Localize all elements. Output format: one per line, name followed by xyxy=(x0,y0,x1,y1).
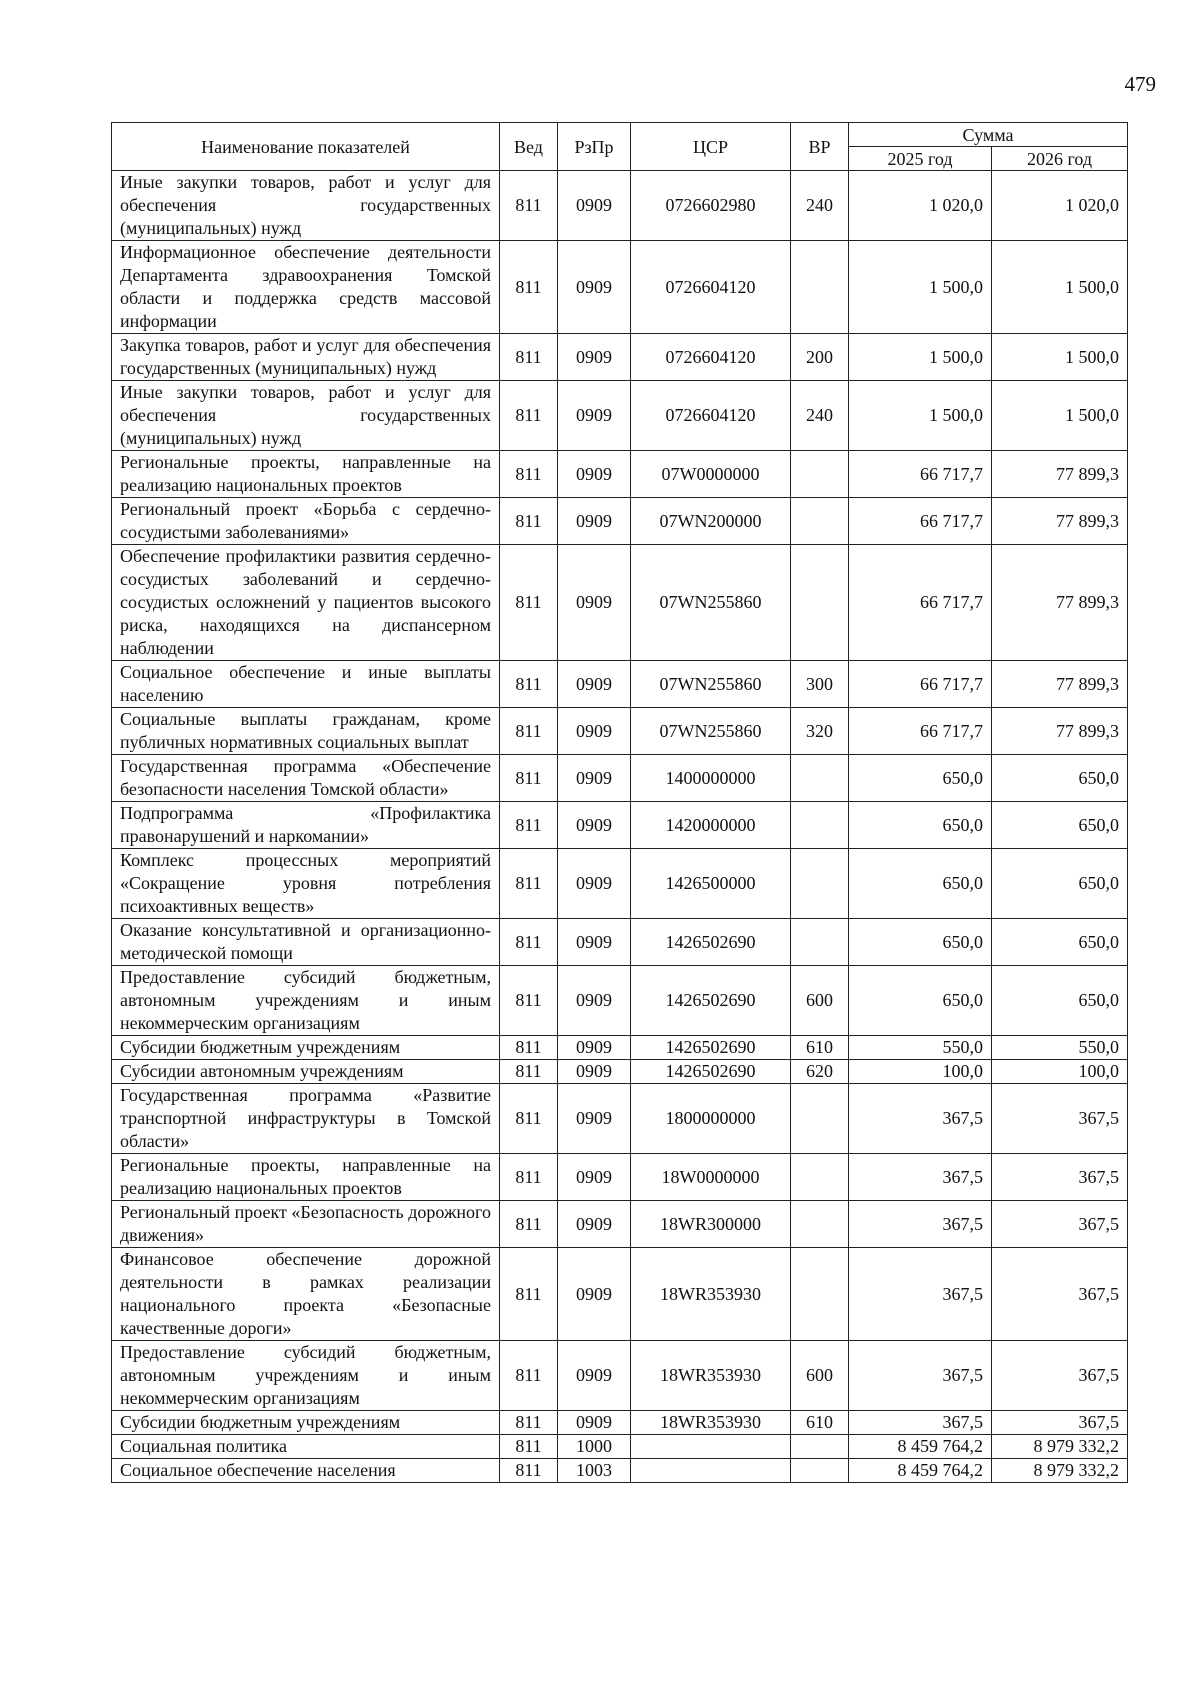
cell-vr: 610 xyxy=(791,1036,849,1060)
cell-csr: 07WN255860 xyxy=(631,545,791,661)
table-row xyxy=(112,966,1128,1036)
cell-ved: 811 xyxy=(500,334,558,381)
cell-ved: 811 xyxy=(500,755,558,802)
cell-ved: 811 xyxy=(500,545,558,661)
table-row xyxy=(112,708,1128,755)
cell-ved: 811 xyxy=(500,1435,558,1459)
cell-name: Обеспечение профилактики развития сердечно-сосудистых заболеваний и сердечно-сосудистых осложнений у пациентов высокого риска, находящихся на диспансерном наблюдении xyxy=(112,545,500,661)
cell-name: Социальные выплаты гражданам, кроме публичных нормативных социальных выплат xyxy=(112,708,500,755)
cell-sum-2025: 8 459 764,2 xyxy=(849,1459,992,1483)
cell-name: Иные закупки товаров, работ и услуг для обеспечения государственных (муниципальных) нужд xyxy=(112,381,500,451)
cell-rzpr: 0909 xyxy=(558,1060,631,1084)
cell-ved: 811 xyxy=(500,1459,558,1483)
cell-ved: 811 xyxy=(500,498,558,545)
cell-rzpr: 1000 xyxy=(558,1435,631,1459)
cell-sum-2026: 77 899,3 xyxy=(992,451,1128,498)
cell-csr xyxy=(631,1459,791,1483)
cell-ved: 811 xyxy=(500,1060,558,1084)
cell-sum-2026: 367,5 xyxy=(992,1201,1128,1248)
cell-ved: 811 xyxy=(500,966,558,1036)
header-name: Наименование показателей xyxy=(112,123,500,171)
cell-sum-2026: 550,0 xyxy=(992,1036,1128,1060)
table-row xyxy=(112,1341,1128,1411)
cell-sum-2026: 100,0 xyxy=(992,1060,1128,1084)
cell-sum-2025: 367,5 xyxy=(849,1341,992,1411)
table-row xyxy=(112,451,1128,498)
cell-name: Комплекс процессных мероприятий «Сокращение уровня потребления психоактивных веществ» xyxy=(112,849,500,919)
cell-sum-2026: 8 979 332,2 xyxy=(992,1435,1128,1459)
cell-rzpr: 0909 xyxy=(558,849,631,919)
cell-vr: 320 xyxy=(791,708,849,755)
cell-sum-2025: 8 459 764,2 xyxy=(849,1435,992,1459)
cell-vr: 200 xyxy=(791,334,849,381)
table-row xyxy=(112,241,1128,334)
cell-sum-2026: 650,0 xyxy=(992,919,1128,966)
cell-csr: 1426500000 xyxy=(631,849,791,919)
cell-vr: 240 xyxy=(791,381,849,451)
cell-vr xyxy=(791,545,849,661)
cell-csr: 0726604120 xyxy=(631,381,791,451)
cell-vr xyxy=(791,802,849,849)
cell-rzpr: 1003 xyxy=(558,1459,631,1483)
cell-name: Субсидии бюджетным учреждениям xyxy=(112,1036,500,1060)
cell-ved: 811 xyxy=(500,1154,558,1201)
cell-csr: 1426502690 xyxy=(631,966,791,1036)
table-row xyxy=(112,171,1128,241)
cell-csr: 1426502690 xyxy=(631,919,791,966)
cell-csr: 0726602980 xyxy=(631,171,791,241)
cell-vr xyxy=(791,1459,849,1483)
cell-csr: 1400000000 xyxy=(631,755,791,802)
page-number: 479 xyxy=(1124,72,1156,96)
cell-csr: 18WR300000 xyxy=(631,1201,791,1248)
cell-name: Региональные проекты, направленные на реализацию национальных проектов xyxy=(112,1154,500,1201)
header-csr: ЦСР xyxy=(631,123,791,171)
cell-vr: 600 xyxy=(791,966,849,1036)
cell-sum-2025: 66 717,7 xyxy=(849,498,992,545)
table-row xyxy=(112,545,1128,661)
cell-csr: 1426502690 xyxy=(631,1060,791,1084)
cell-sum-2026: 650,0 xyxy=(992,755,1128,802)
cell-name: Подпрограмма «Профилактика правонарушений и наркомании» xyxy=(112,802,500,849)
cell-ved: 811 xyxy=(500,381,558,451)
cell-csr xyxy=(631,1435,791,1459)
cell-vr xyxy=(791,1201,849,1248)
cell-vr xyxy=(791,849,849,919)
cell-rzpr: 0909 xyxy=(558,708,631,755)
cell-name: Иные закупки товаров, работ и услуг для обеспечения государственных (муниципальных) нужд xyxy=(112,171,500,241)
cell-ved: 811 xyxy=(500,1084,558,1154)
cell-ved: 811 xyxy=(500,708,558,755)
cell-ved: 811 xyxy=(500,661,558,708)
cell-ved: 811 xyxy=(500,802,558,849)
cell-csr: 07WN200000 xyxy=(631,498,791,545)
cell-vr xyxy=(791,498,849,545)
cell-sum-2025: 1 500,0 xyxy=(849,241,992,334)
cell-sum-2025: 1 500,0 xyxy=(849,381,992,451)
cell-csr: 07WN255860 xyxy=(631,661,791,708)
cell-rzpr: 0909 xyxy=(558,334,631,381)
cell-rzpr: 0909 xyxy=(558,1248,631,1341)
cell-csr: 18W0000000 xyxy=(631,1154,791,1201)
cell-name: Региональный проект «Безопасность дорожного движения» xyxy=(112,1201,500,1248)
cell-rzpr: 0909 xyxy=(558,451,631,498)
cell-rzpr: 0909 xyxy=(558,1201,631,1248)
cell-ved: 811 xyxy=(500,241,558,334)
table-header xyxy=(112,123,1128,171)
cell-vr xyxy=(791,241,849,334)
cell-sum-2025: 367,5 xyxy=(849,1411,992,1435)
cell-csr: 1420000000 xyxy=(631,802,791,849)
cell-name: Оказание консультативной и организационно-методической помощи xyxy=(112,919,500,966)
cell-sum-2026: 77 899,3 xyxy=(992,708,1128,755)
cell-ved: 811 xyxy=(500,1341,558,1411)
cell-name: Субсидии автономным учреждениям xyxy=(112,1060,500,1084)
cell-sum-2026: 77 899,3 xyxy=(992,545,1128,661)
cell-rzpr: 0909 xyxy=(558,498,631,545)
header-vr: ВР xyxy=(791,123,849,171)
cell-sum-2025: 100,0 xyxy=(849,1060,992,1084)
table-row xyxy=(112,1459,1128,1483)
cell-vr xyxy=(791,755,849,802)
cell-sum-2026: 1 500,0 xyxy=(992,381,1128,451)
cell-name: Предоставление субсидий бюджетным, автономным учреждениям и иным некоммерческим организациям xyxy=(112,966,500,1036)
cell-rzpr: 0909 xyxy=(558,919,631,966)
cell-sum-2026: 367,5 xyxy=(992,1341,1128,1411)
cell-name: Региональные проекты, направленные на реализацию национальных проектов xyxy=(112,451,500,498)
table-row xyxy=(112,1154,1128,1201)
cell-sum-2025: 650,0 xyxy=(849,966,992,1036)
cell-sum-2025: 1 500,0 xyxy=(849,334,992,381)
cell-sum-2026: 8 979 332,2 xyxy=(992,1459,1128,1483)
cell-sum-2025: 367,5 xyxy=(849,1084,992,1154)
cell-sum-2025: 367,5 xyxy=(849,1248,992,1341)
cell-sum-2026: 77 899,3 xyxy=(992,498,1128,545)
cell-vr xyxy=(791,1248,849,1341)
cell-sum-2026: 77 899,3 xyxy=(992,661,1128,708)
table-row xyxy=(112,1248,1128,1341)
cell-sum-2025: 66 717,7 xyxy=(849,661,992,708)
cell-ved: 811 xyxy=(500,1201,558,1248)
cell-vr xyxy=(791,1435,849,1459)
cell-csr: 18WR353930 xyxy=(631,1411,791,1435)
header-ved: Вед xyxy=(500,123,558,171)
cell-sum-2025: 367,5 xyxy=(849,1201,992,1248)
cell-csr: 07WN255860 xyxy=(631,708,791,755)
cell-rzpr: 0909 xyxy=(558,802,631,849)
cell-sum-2025: 66 717,7 xyxy=(849,545,992,661)
cell-sum-2026: 367,5 xyxy=(992,1248,1128,1341)
cell-csr: 1426502690 xyxy=(631,1036,791,1060)
table-body xyxy=(112,171,1128,1483)
cell-sum-2025: 650,0 xyxy=(849,849,992,919)
cell-rzpr: 0909 xyxy=(558,661,631,708)
cell-vr xyxy=(791,1084,849,1154)
cell-sum-2025: 66 717,7 xyxy=(849,451,992,498)
cell-vr: 610 xyxy=(791,1411,849,1435)
cell-name: Закупка товаров, работ и услуг для обеспечения государственных (муниципальных) нужд xyxy=(112,334,500,381)
cell-sum-2025: 650,0 xyxy=(849,755,992,802)
cell-name: Государственная программа «Обеспечение безопасности населения Томской области» xyxy=(112,755,500,802)
cell-sum-2025: 650,0 xyxy=(849,919,992,966)
cell-sum-2026: 1 500,0 xyxy=(992,334,1128,381)
table-row xyxy=(112,755,1128,802)
cell-name: Социальная политика xyxy=(112,1435,500,1459)
cell-vr: 240 xyxy=(791,171,849,241)
cell-vr xyxy=(791,1154,849,1201)
cell-sum-2025: 66 717,7 xyxy=(849,708,992,755)
cell-ved: 811 xyxy=(500,1036,558,1060)
cell-vr xyxy=(791,919,849,966)
cell-csr: 18WR353930 xyxy=(631,1341,791,1411)
cell-name: Социальное обеспечение населения xyxy=(112,1459,500,1483)
table-row xyxy=(112,1060,1128,1084)
table-row xyxy=(112,1411,1128,1435)
cell-sum-2026: 367,5 xyxy=(992,1411,1128,1435)
cell-sum-2025: 550,0 xyxy=(849,1036,992,1060)
table-row xyxy=(112,1435,1128,1459)
table-row xyxy=(112,661,1128,708)
cell-rzpr: 0909 xyxy=(558,966,631,1036)
header-rzpr: РзПр xyxy=(558,123,631,171)
cell-sum-2026: 650,0 xyxy=(992,966,1128,1036)
cell-csr: 07W0000000 xyxy=(631,451,791,498)
cell-name: Субсидии бюджетным учреждениям xyxy=(112,1411,500,1435)
cell-sum-2026: 650,0 xyxy=(992,802,1128,849)
cell-sum-2026: 650,0 xyxy=(992,849,1128,919)
cell-sum-2025: 650,0 xyxy=(849,802,992,849)
header-sum: Сумма xyxy=(849,123,1128,147)
header-2025: 2025 год xyxy=(849,147,992,171)
cell-name: Региональный проект «Борьба с сердечно-сосудистыми заболеваниями» xyxy=(112,498,500,545)
cell-rzpr: 0909 xyxy=(558,1411,631,1435)
cell-vr: 620 xyxy=(791,1060,849,1084)
cell-ved: 811 xyxy=(500,1411,558,1435)
cell-name: Государственная программа «Развитие транспортной инфраструктуры в Томской области» xyxy=(112,1084,500,1154)
table-row xyxy=(112,1036,1128,1060)
table-row xyxy=(112,849,1128,919)
cell-sum-2025: 367,5 xyxy=(849,1154,992,1201)
cell-rzpr: 0909 xyxy=(558,241,631,334)
cell-rzpr: 0909 xyxy=(558,171,631,241)
table-row xyxy=(112,802,1128,849)
cell-name: Информационное обеспечение деятельности Департамента здравоохранения Томской области и поддержка средств массовой информации xyxy=(112,241,500,334)
cell-name: Предоставление субсидий бюджетным, автономным учреждениям и иным некоммерческим организациям xyxy=(112,1341,500,1411)
table-row xyxy=(112,1201,1128,1248)
cell-ved: 811 xyxy=(500,171,558,241)
cell-ved: 811 xyxy=(500,1248,558,1341)
cell-rzpr: 0909 xyxy=(558,1341,631,1411)
cell-rzpr: 0909 xyxy=(558,1036,631,1060)
cell-rzpr: 0909 xyxy=(558,755,631,802)
cell-csr: 0726604120 xyxy=(631,334,791,381)
table-row xyxy=(112,381,1128,451)
cell-sum-2026: 367,5 xyxy=(992,1084,1128,1154)
table-row xyxy=(112,919,1128,966)
cell-vr: 300 xyxy=(791,661,849,708)
cell-sum-2025: 1 020,0 xyxy=(849,171,992,241)
table-row xyxy=(112,498,1128,545)
cell-csr: 18WR353930 xyxy=(631,1248,791,1341)
cell-csr: 0726604120 xyxy=(631,241,791,334)
cell-sum-2026: 367,5 xyxy=(992,1154,1128,1201)
budget-table xyxy=(111,122,1128,1483)
header-2026: 2026 год xyxy=(992,147,1128,171)
cell-sum-2026: 1 500,0 xyxy=(992,241,1128,334)
cell-vr: 600 xyxy=(791,1341,849,1411)
table-row xyxy=(112,334,1128,381)
cell-name: Социальное обеспечение и иные выплаты населению xyxy=(112,661,500,708)
cell-vr xyxy=(791,451,849,498)
cell-csr: 1800000000 xyxy=(631,1084,791,1154)
cell-rzpr: 0909 xyxy=(558,545,631,661)
cell-rzpr: 0909 xyxy=(558,381,631,451)
cell-ved: 811 xyxy=(500,919,558,966)
cell-ved: 811 xyxy=(500,451,558,498)
cell-ved: 811 xyxy=(500,849,558,919)
cell-sum-2026: 1 020,0 xyxy=(992,171,1128,241)
table-row xyxy=(112,1084,1128,1154)
cell-rzpr: 0909 xyxy=(558,1154,631,1201)
cell-name: Финансовое обеспечение дорожной деятельности в рамках реализации национального проекта «Безопасные качественные дороги» xyxy=(112,1248,500,1341)
cell-rzpr: 0909 xyxy=(558,1084,631,1154)
